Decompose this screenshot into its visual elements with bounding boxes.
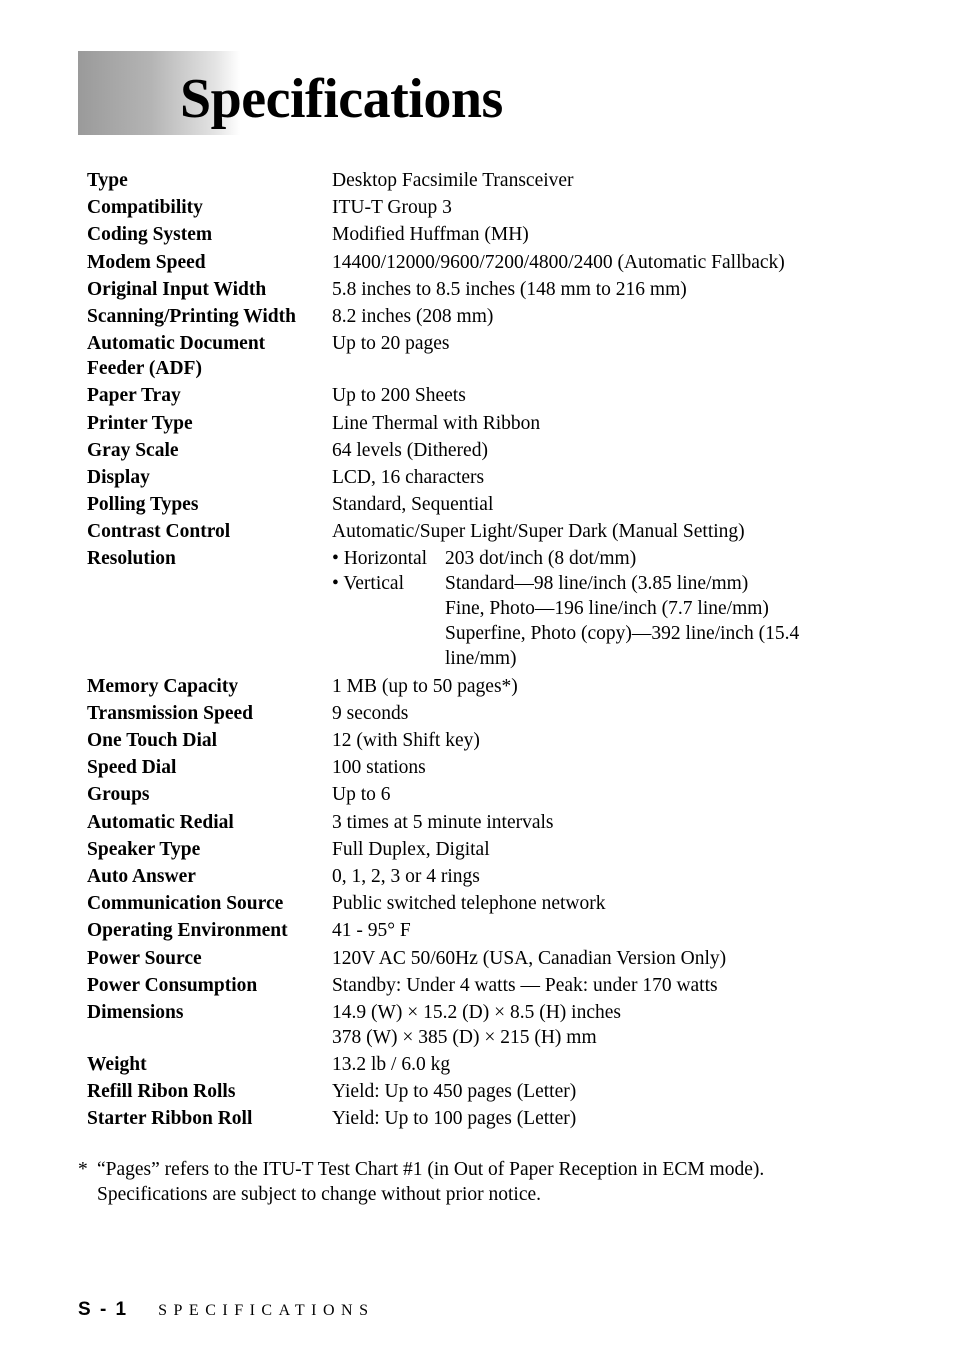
spec-row xyxy=(87,465,827,490)
footnote-line: “Pages” refers to the ITU-T Test Chart #1 (in Out of Paper Reception in ECM mode). xyxy=(97,1159,765,1180)
spec-label: Paper Tray xyxy=(87,385,181,407)
spec-row xyxy=(87,973,827,998)
spec-label: Starter Ribbon Roll xyxy=(87,1108,253,1130)
spec-value-line: 100 stations xyxy=(332,757,426,779)
spec-value xyxy=(332,837,827,862)
spec-label: Communication Source xyxy=(87,893,284,915)
footnote-line: Specifications are subject to change without prior notice. xyxy=(97,1184,542,1205)
spec-value xyxy=(332,891,827,916)
spec-row xyxy=(87,546,827,671)
spec-value-line: Up to 20 pages xyxy=(332,333,450,355)
spec-row xyxy=(87,946,827,971)
spec-value-line: 3 times at 5 minute intervals xyxy=(332,811,554,833)
spec-value-line: Modified Huffman (MH) xyxy=(332,224,529,246)
spec-row xyxy=(87,168,827,193)
spec-label: Dimensions xyxy=(87,1001,184,1023)
spec-label: Memory Capacity xyxy=(87,675,239,697)
spec-value xyxy=(332,946,827,971)
spec-value xyxy=(332,465,827,490)
spec-value-line: 13.2 lb / 6.0 kg xyxy=(332,1054,451,1076)
spec-row xyxy=(87,1000,827,1050)
spec-label: Power Consumption xyxy=(87,974,258,996)
page-title-block xyxy=(78,51,778,135)
resolution-line xyxy=(332,571,827,671)
spec-row xyxy=(87,304,827,329)
spec-value xyxy=(332,168,827,193)
resolution-value: Fine, Photo—196 line/inch (7.7 line/mm) xyxy=(445,598,769,620)
spec-value-line: Up to 200 Sheets xyxy=(332,385,466,407)
spec-value xyxy=(332,1106,827,1131)
spec-value-line: ITU-T Group 3 xyxy=(332,197,452,219)
spec-label: Printer Type xyxy=(87,412,193,434)
spec-value xyxy=(332,195,827,220)
spec-value-line: 378 (W) × 385 (D) × 215 (H) mm xyxy=(332,1026,597,1048)
spec-value xyxy=(332,701,827,726)
spec-value xyxy=(332,411,827,436)
resolution-direction: • Horizontal xyxy=(332,548,428,570)
spec-value-line: 64 levels (Dithered) xyxy=(332,439,488,461)
footnote-mark: * xyxy=(78,1159,88,1180)
spec-value-line: Up to 6 xyxy=(332,784,391,806)
spec-value-line: 120V AC 50/60Hz (USA, Canadian Version Only) xyxy=(332,947,727,969)
spec-row xyxy=(87,918,827,943)
spec-value xyxy=(332,546,827,671)
spec-label: Type xyxy=(87,170,128,191)
spec-value-line: Desktop Facsimile Transceiver xyxy=(332,170,574,191)
spec-label: Gray Scale xyxy=(87,439,179,461)
spec-value-line: Yield: Up to 100 pages (Letter) xyxy=(332,1108,577,1130)
spec-value-line: Automatic/Super Light/Super Dark (Manual Setting) xyxy=(332,521,745,543)
spec-label: Original Input Width xyxy=(87,278,267,300)
spec-row xyxy=(87,1106,827,1131)
spec-value-line: 12 (with Shift key) xyxy=(332,730,480,751)
spec-value-line: 14.9 (W) × 15.2 (D) × 8.5 (H) inches xyxy=(332,1001,621,1023)
spec-row xyxy=(87,438,827,463)
spec-value xyxy=(332,728,827,753)
resolution-value: Standard—98 line/inch (3.85 line/mm) xyxy=(445,573,749,595)
spec-row xyxy=(87,755,827,780)
spec-row xyxy=(87,864,827,889)
spec-value-line: Full Duplex, Digital xyxy=(332,838,490,860)
spec-row xyxy=(87,331,827,381)
spec-label: Display xyxy=(87,466,150,488)
spec-label: Automatic Redial xyxy=(87,811,234,833)
spec-value xyxy=(332,1052,827,1077)
spec-row xyxy=(87,519,827,544)
spec-label: Compatibility xyxy=(87,197,203,219)
spec-value-line: Yield: Up to 450 pages (Letter) xyxy=(332,1081,577,1103)
spec-value-line: 41 - 95° F xyxy=(332,920,411,942)
resolution-direction: • Vertical xyxy=(332,573,404,595)
spec-value xyxy=(332,1000,827,1050)
spec-row xyxy=(87,222,827,247)
spec-row xyxy=(87,195,827,220)
spec-value xyxy=(332,383,827,408)
spec-row xyxy=(87,383,827,408)
spec-value xyxy=(332,782,827,807)
spec-row xyxy=(87,250,827,275)
spec-value-line: 0, 1, 2, 3 or 4 rings xyxy=(332,865,480,887)
spec-label: Refill Ribon Rolls xyxy=(87,1081,236,1103)
spec-value xyxy=(332,331,827,381)
spec-value-line: 8.2 inches (208 mm) xyxy=(332,305,494,327)
spec-label: Coding System xyxy=(87,224,213,246)
spec-value xyxy=(332,1079,827,1104)
spec-row xyxy=(87,701,827,726)
spec-value xyxy=(332,674,827,699)
spec-value xyxy=(332,492,827,517)
page-number: S - 1 xyxy=(78,1299,129,1320)
spec-value-line: Line Thermal with Ribbon xyxy=(332,412,541,434)
spec-value xyxy=(332,304,827,329)
spec-value xyxy=(332,277,827,302)
spec-label: Operating Environment xyxy=(87,920,288,942)
spec-label: Automatic Document Feeder (ADF) xyxy=(87,333,266,380)
spec-label: Speaker Type xyxy=(87,838,201,860)
spec-value xyxy=(332,438,827,463)
spec-label: Scanning/Printing Width xyxy=(87,305,296,327)
spec-value xyxy=(332,810,827,835)
spec-row xyxy=(87,674,827,699)
spec-value xyxy=(332,755,827,780)
spec-value-line: Standard, Sequential xyxy=(332,494,494,516)
spec-row xyxy=(87,277,827,302)
spec-label: Modem Speed xyxy=(87,251,206,273)
page-footer xyxy=(78,1299,374,1321)
spec-value xyxy=(332,973,827,998)
spec-row xyxy=(87,837,827,862)
footer-section-name: SPECIFICATIONS xyxy=(158,1302,375,1319)
resolution-value: 203 dot/inch (8 dot/mm) xyxy=(445,548,637,570)
spec-row xyxy=(87,782,827,807)
spec-row xyxy=(87,728,827,753)
spec-value xyxy=(332,864,827,889)
spec-value-line: 5.8 inches to 8.5 inches (148 mm to 216 mm) xyxy=(332,278,687,300)
spec-label: Polling Types xyxy=(87,494,199,516)
spec-label: Contrast Control xyxy=(87,521,231,543)
spec-row xyxy=(87,891,827,916)
spec-value xyxy=(332,250,827,275)
spec-label: Power Source xyxy=(87,947,202,969)
spec-label: One Touch Dial xyxy=(87,730,218,751)
specifications-table xyxy=(87,168,827,1134)
spec-row xyxy=(87,810,827,835)
spec-row xyxy=(87,1079,827,1104)
spec-label: Resolution xyxy=(87,548,176,570)
spec-row xyxy=(87,411,827,436)
spec-value xyxy=(332,918,827,943)
resolution-line xyxy=(332,546,827,571)
spec-label: Weight xyxy=(87,1054,147,1076)
spec-label: Groups xyxy=(87,784,150,806)
resolution-value: Superfine, Photo (copy)—392 line/inch (15.4 line/mm) xyxy=(445,623,800,670)
spec-label: Speed Dial xyxy=(87,757,177,779)
spec-value-line: Public switched telephone network xyxy=(332,893,606,915)
spec-value-line: 14400/12000/9600/7200/4800/2400 (Automatic Fallback) xyxy=(332,251,785,273)
spec-value-line: 1 MB (up to 50 pages*) xyxy=(332,675,518,697)
spec-row xyxy=(87,492,827,517)
spec-label: Transmission Speed xyxy=(87,702,253,724)
page-title: Specifications xyxy=(180,68,503,130)
spec-value-line: Standby: Under 4 watts — Peak: under 170 watts xyxy=(332,974,718,996)
spec-value xyxy=(332,222,827,247)
spec-value-line: LCD, 16 characters xyxy=(332,466,485,488)
footnote xyxy=(78,1157,838,1207)
spec-value xyxy=(332,519,827,544)
spec-label: Auto Answer xyxy=(87,865,196,887)
spec-value-line: 9 seconds xyxy=(332,702,409,724)
spec-row xyxy=(87,1052,827,1077)
